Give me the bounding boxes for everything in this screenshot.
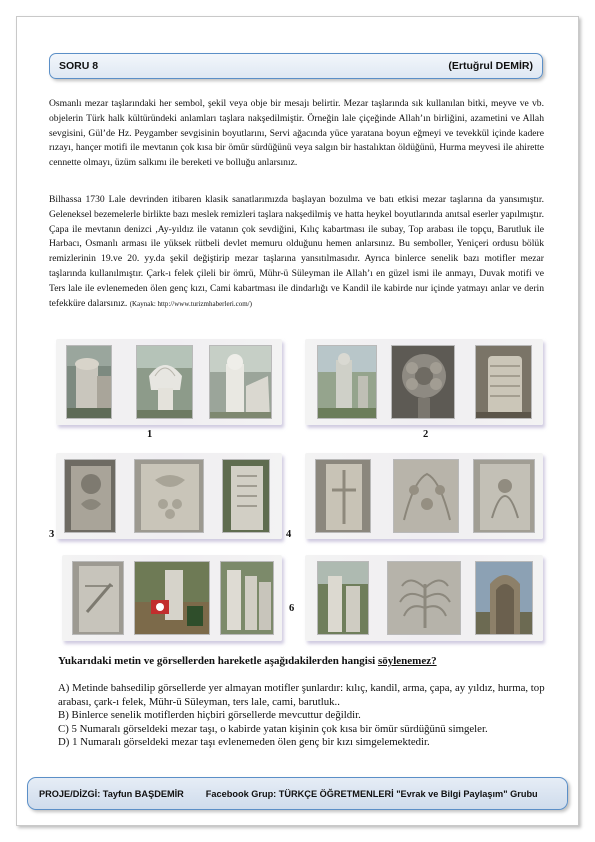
answer-options	[58, 682, 548, 750]
question-header	[49, 53, 543, 79]
footer-group: Facebook Grup: TÜRKÇE ÖĞRETMENLERİ "Evrak ve Bilgi Paylaşım" Grubu	[205, 788, 538, 799]
image-group-2	[305, 339, 543, 425]
gravestone-photo	[134, 459, 204, 533]
question-number: SORU 8	[59, 60, 99, 72]
question-text	[58, 655, 437, 667]
figure-label-4: 4	[286, 529, 292, 540]
footer-bar	[27, 777, 568, 810]
figure-label-6: 6	[289, 603, 295, 614]
paragraph-1: Osmanlı mezar taşlarındaki her sembol, şekil veya obje bir mesajı belirtir. Mezar taşlarında sık kullanılan bitki, meyve ve vb. objelerin Türk halk kültüründeki anlamları taşlara nakşedilmiştir. Örneğin lale çiçeğinde Allah’ın birliğini, azametini ve Allah sevgisini, Gül’de Hz. Peygamber sevgisinin boyutlarını, Servi ağacında yüce yaratana boyun eğmeyi ve tevekkül içinde kadere rızayı, hançer motifi ile mevtanın çok kısa bir ömür sürdüğünü veya salgın bir hastalıktan öldüğünü, Hurma meyvesi ile ahirette cennette olmayı, üzüm salkımı ile bereketi ve bolluğu anlarsınız.	[49, 98, 544, 169]
figure-label-1: 1	[147, 429, 153, 440]
image-group-4	[305, 453, 543, 539]
gravestone-photo	[209, 345, 272, 419]
author-name: (Ertuğrul DEMİR)	[448, 60, 533, 72]
image-group-6	[305, 555, 543, 641]
gravestone-photo	[72, 561, 124, 635]
source-note: (Kaynak: http://www.turizmhaberleri.com/)	[129, 299, 252, 308]
option-b[interactable]: B) Binlerce senelik motiflerden hiçbiri görsellerde mevcuttur değildir.	[58, 709, 361, 722]
gravestone-photo	[64, 459, 116, 533]
paragraph-2	[49, 193, 544, 311]
gravestone-photo	[134, 561, 210, 635]
gravestone-photo	[315, 459, 371, 533]
gravestone-photo	[136, 345, 193, 419]
footer-credit: PROJE/DİZGİ: Tayfun BAŞDEMİR	[39, 788, 184, 799]
gravestone-photo	[475, 561, 533, 635]
option-a[interactable]: A) Metinde bahsedilip görsellerde yer almayan motifler şunlardır: kılıç, kandil, arma, çapa, ay yıldız, hurma, top arabası, çark-ı felek, Mühr-ü Süleyman, ters lale, cami, barutluk..	[58, 682, 545, 708]
gravestone-photo	[393, 459, 459, 533]
gravestone-photo	[220, 561, 274, 635]
gravestone-photo	[475, 345, 532, 419]
image-group-5	[62, 555, 282, 641]
gravestone-photo	[222, 459, 270, 533]
paragraph-2-text: Bilhassa 1730 Lale devrinden itibaren klasik sanatlarımızda başlayan bozulma ve batı etkisi mezar taşlarına da yansımıştır. Geleneksel bezemelerle birlikte bazı meslek remizleri taşlara nakşedilmiş ve hatta heykel boyutlarında anıtsal eserler yapılmıştır. Çapa ile mevtanın denizci ,Ay-yıldız ile vatanın çok sevdiğini, Kılıç kabartması ile subay, Top arabası ile topçu, Barutluk ile Harbacı, Osmanlı arması ile yüksek rütbeli devlet memuru olduğunu hemen anlarsınız. Bu semboller, Yeniçeri ordusu bölük remizlerinin 19.ve 20. yy.da şekil değiştirip mezar taşlarına yansıtılmasıdır. Ayrıca binlerce senelik bazı motifler mezar taşlarında kullanılmıştır. Çark-ı felek çileli bir ömrü, Mühr-ü Süleyman ile Allah’ı en güzel ismi ile anmayı, Duvak motifi ve Ters lale ile evlenemeden ölen genç kızı, Cami kabartması ile dindarlığı ve Kandil ile kabirde nur içinde yatmayı anlar ve derin tefekküre dalarsınız.	[49, 194, 544, 309]
option-c[interactable]: C) 5 Numaralı görseldeki mezar taşı, o kabirde yatan kişinin çok kısa bir ömür sürdüğünü simgeler.	[58, 722, 488, 735]
image-group-1	[56, 339, 282, 425]
gravestone-photo	[473, 459, 535, 533]
option-d[interactable]: D) 1 Numaralı görseldeki mezar taşı evlenemeden ölen genç bir kızı simgelemektedir.	[58, 736, 430, 749]
gravestone-photo	[391, 345, 455, 419]
image-group-3	[56, 453, 282, 539]
figure-label-2: 2	[423, 429, 429, 440]
figure-label-3: 3	[49, 529, 55, 540]
question-prefix: Yukarıdaki metin ve görsellerden hareketle aşağıdakilerden hangisi	[58, 655, 378, 667]
gravestone-photo	[317, 345, 377, 419]
question-emphasis: söylenemez?	[377, 655, 437, 667]
gravestone-photo	[317, 561, 369, 635]
gravestone-photo	[387, 561, 461, 635]
gravestone-photo	[66, 345, 112, 419]
